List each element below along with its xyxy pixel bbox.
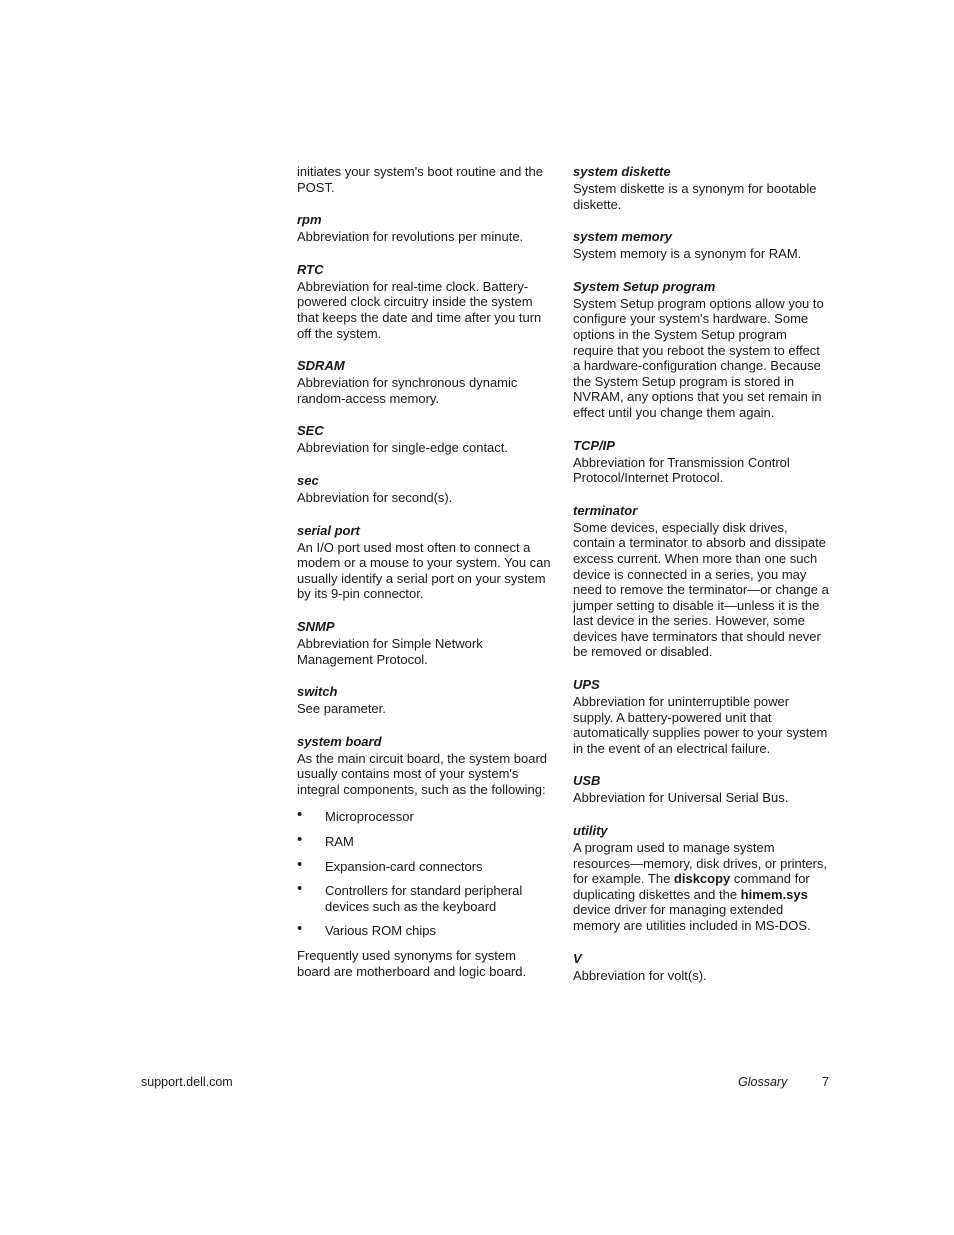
bullet-icon: • bbox=[297, 855, 303, 873]
glossary-definition: Abbreviation for volt(s). bbox=[573, 967, 707, 983]
glossary-entry-system-diskette bbox=[573, 164, 830, 212]
left-column bbox=[297, 164, 551, 979]
bullet-icon: • bbox=[297, 880, 303, 898]
glossary-definition: A program used to manage system resources—memory, disk drives, or printers, for example. The diskcopy command for duplicating diskettes and the himem.sys device driver for managing extended memory are utilities included in MS-DOS. bbox=[573, 840, 828, 933]
glossary-definition: An I/O port used most often to connect a modem or a mouse to your system. You can usually identify a serial port on your system by its 9-pin connector. bbox=[297, 539, 551, 602]
glossary-definition: Abbreviation for single-edge contact. bbox=[297, 440, 509, 456]
list-item: • Controllers for standard peripheral devices such as the keyboard bbox=[297, 880, 523, 914]
glossary-definition: Abbreviation for revolutions per minute. bbox=[297, 229, 524, 245]
glossary-term: utility bbox=[573, 823, 608, 839]
glossary-definition: System memory is a synonym for RAM. bbox=[573, 246, 802, 262]
glossary-entry-tcp-ip bbox=[573, 438, 830, 486]
glossary-term: USB bbox=[573, 773, 601, 789]
glossary-entry-switch bbox=[297, 684, 551, 717]
glossary-definition: Abbreviation for Simple Network Management Protocol. bbox=[297, 635, 483, 667]
bullet-icon: • bbox=[297, 920, 303, 938]
glossary-term: system diskette bbox=[573, 164, 671, 179]
glossary-entry-system-setup-program bbox=[573, 279, 830, 421]
glossary-entry-sec-upper bbox=[297, 423, 551, 456]
glossary-entry-snmp bbox=[297, 619, 551, 667]
glossary-definition: Abbreviation for synchronous dynamic random-access memory. bbox=[297, 375, 518, 406]
list-item: • Microprocessor bbox=[297, 806, 414, 825]
synonyms-text: Frequently used synonyms for system board are motherboard and logic board. bbox=[297, 948, 527, 979]
glossary-term: SEC bbox=[297, 423, 324, 439]
glossary-entry-system-board bbox=[297, 734, 551, 980]
glossary-entry-terminator bbox=[573, 503, 830, 660]
bullet-icon: • bbox=[297, 831, 303, 849]
glossary-definition: System diskette is a synonym for bootable diskette. bbox=[573, 181, 817, 212]
glossary-entry-sec-lower bbox=[297, 473, 551, 506]
glossary-term: system board bbox=[297, 733, 382, 749]
glossary-definition: Abbreviation for second(s). bbox=[297, 489, 453, 505]
glossary-entry-rtc bbox=[297, 262, 551, 341]
bullet-icon: • bbox=[297, 806, 303, 824]
footer-website: support.dell.com bbox=[141, 1075, 233, 1089]
glossary-entry-usb bbox=[573, 773, 830, 806]
glossary-term: switch bbox=[297, 684, 338, 700]
footer-section-title: Glossary bbox=[738, 1075, 788, 1089]
glossary-term: RTC bbox=[297, 261, 324, 277]
glossary-definition: Some devices, especially disk drives, contain a terminator to absorb and dissipate excess current. When more than one such device is connected in a series, you may need to remove the terminator—or change a jumper setting to disable it—unless it is the last device in the series. However, some devices have terminators that should never be removed or disabled. bbox=[573, 519, 829, 660]
driver-name: himem.sys bbox=[740, 886, 808, 902]
glossary-term: System Setup program bbox=[573, 278, 716, 294]
bullet-list bbox=[297, 806, 551, 939]
glossary-definition: See parameter. bbox=[297, 701, 386, 717]
glossary-entry-ups bbox=[573, 677, 830, 756]
glossary-entry-v bbox=[573, 951, 830, 984]
glossary-entry-system-memory bbox=[573, 229, 830, 262]
glossary-definition: Abbreviation for Universal Serial Bus. bbox=[573, 790, 789, 806]
glossary-term: TCP/IP bbox=[573, 437, 615, 453]
command-name: diskcopy bbox=[673, 871, 731, 887]
glossary-definition: Abbreviation for uninterruptible power supply. A battery-powered unit that automatically supplies power to your system in the event of an electrical failure. bbox=[573, 694, 828, 756]
glossary-term: UPS bbox=[573, 677, 600, 693]
glossary-definition: System Setup program options allow you to configure your system's hardware. Some options in the System Setup program require that you reboot the system to effect a hardware-configuration change. Because the System Setup program is stored in NVRAM, any options that you set remain in effect until you change them again. bbox=[573, 295, 824, 420]
glossary-entry-sdram bbox=[297, 358, 551, 406]
glossary-term: terminator bbox=[573, 502, 638, 518]
glossary-term: sec bbox=[297, 472, 319, 488]
glossary-term: system memory bbox=[573, 229, 672, 245]
list-item: • Various ROM chips bbox=[297, 920, 437, 939]
page-number: 7 bbox=[822, 1075, 829, 1089]
glossary-term: serial port bbox=[297, 522, 360, 538]
glossary-term: V bbox=[573, 950, 582, 966]
glossary-entry-rpm bbox=[297, 212, 551, 245]
glossary-definition: As the main circuit board, the system board usually contains most of your system's integral components, such as the following: bbox=[297, 750, 548, 797]
glossary-term: SNMP bbox=[297, 618, 335, 634]
glossary-entry-utility bbox=[573, 823, 830, 934]
list-item: • Expansion-card connectors bbox=[297, 855, 483, 874]
glossary-entry-serial-port bbox=[297, 523, 551, 602]
continued-text: initiates your system's boot routine and the POST. bbox=[297, 164, 544, 195]
right-column bbox=[573, 164, 830, 1000]
glossary-term: SDRAM bbox=[297, 358, 345, 374]
glossary-definition: Abbreviation for real-time clock. Battery-powered clock circuitry inside the system that keeps the date and time after you turn off the system. bbox=[297, 278, 542, 341]
glossary-term: rpm bbox=[297, 212, 322, 228]
list-item: • RAM bbox=[297, 831, 354, 850]
glossary-definition: Abbreviation for Transmission Control Protocol/Internet Protocol. bbox=[573, 454, 790, 486]
